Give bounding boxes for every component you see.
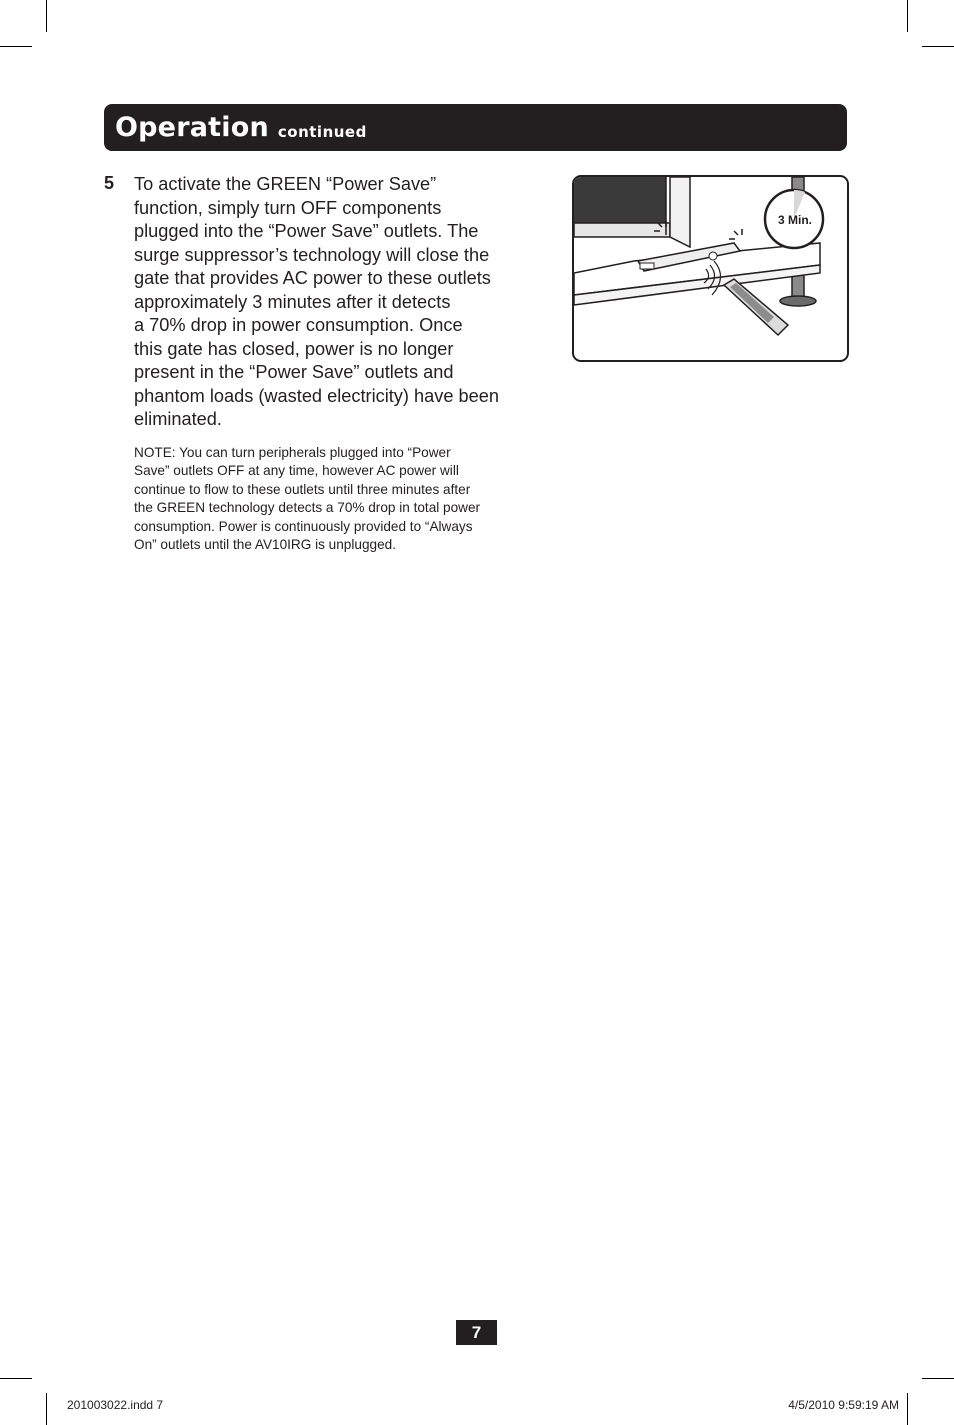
step-line: surge suppressor’s technology will close the — [134, 244, 490, 265]
note-line: NOTE: You can turn peripherals plugged into “Power — [134, 445, 451, 460]
step-line: function, simply turn OFF components — [134, 197, 442, 218]
section-title: Operation — [115, 112, 269, 143]
note-paragraph — [134, 444, 554, 554]
crop-mark — [907, 1393, 908, 1425]
step-paragraph — [134, 173, 559, 432]
step-line: phantom loads (wasted electricity) have been — [134, 385, 499, 406]
page-number: 7 — [456, 1320, 497, 1345]
power-save-illustration — [572, 175, 849, 362]
tv-bezel — [574, 223, 670, 237]
crop-mark — [46, 0, 47, 32]
step-line: a 70% drop in power consumption. Once — [134, 315, 463, 335]
step-line: eliminated. — [134, 409, 222, 429]
note-line: On” outlets until the AV10IRG is unplugged. — [134, 537, 396, 553]
step-line: To activate the GREEN “Power Save” — [134, 174, 437, 194]
note-line: continue to flow to these outlets until three minutes after — [134, 481, 471, 497]
timer-label: 3 Min. — [777, 213, 813, 227]
crop-mark — [922, 1378, 954, 1379]
crop-mark — [922, 46, 954, 47]
step-number: 5 — [104, 173, 115, 193]
step-line: plugged into the “Power Save” outlets. The — [134, 221, 479, 241]
footer-file-info: 201003022.indd 7 — [67, 1398, 164, 1412]
crop-mark — [0, 46, 32, 47]
section-subtitle: continued — [277, 122, 367, 141]
note-line: Save” outlets OFF at any time, however AC power will — [134, 463, 459, 479]
note-line: consumption. Power is continuously provided to “Always — [134, 518, 473, 534]
footer-timestamp: 4/5/2010 9:59:19 AM — [788, 1398, 899, 1412]
suppressor-led — [640, 263, 654, 269]
section-header — [104, 104, 847, 151]
crop-mark — [907, 0, 908, 32]
step-line: gate that provides AC power to these outlets — [134, 268, 491, 288]
tv-setup-drawing — [574, 177, 847, 360]
step-line: present in the “Power Save” outlets and — [134, 362, 454, 382]
ir-sensor — [709, 252, 717, 260]
step-line: approximately 3 minutes after it detects — [134, 291, 451, 312]
crop-mark — [0, 1378, 32, 1379]
crop-mark — [46, 1393, 47, 1425]
tv-side — [670, 177, 690, 247]
note-line: the GREEN technology detects a 70% drop in total power — [134, 500, 481, 516]
remote-buttons — [730, 283, 774, 323]
stand-base — [780, 296, 816, 306]
step-line: this gate has closed, power is no longer — [134, 338, 454, 359]
